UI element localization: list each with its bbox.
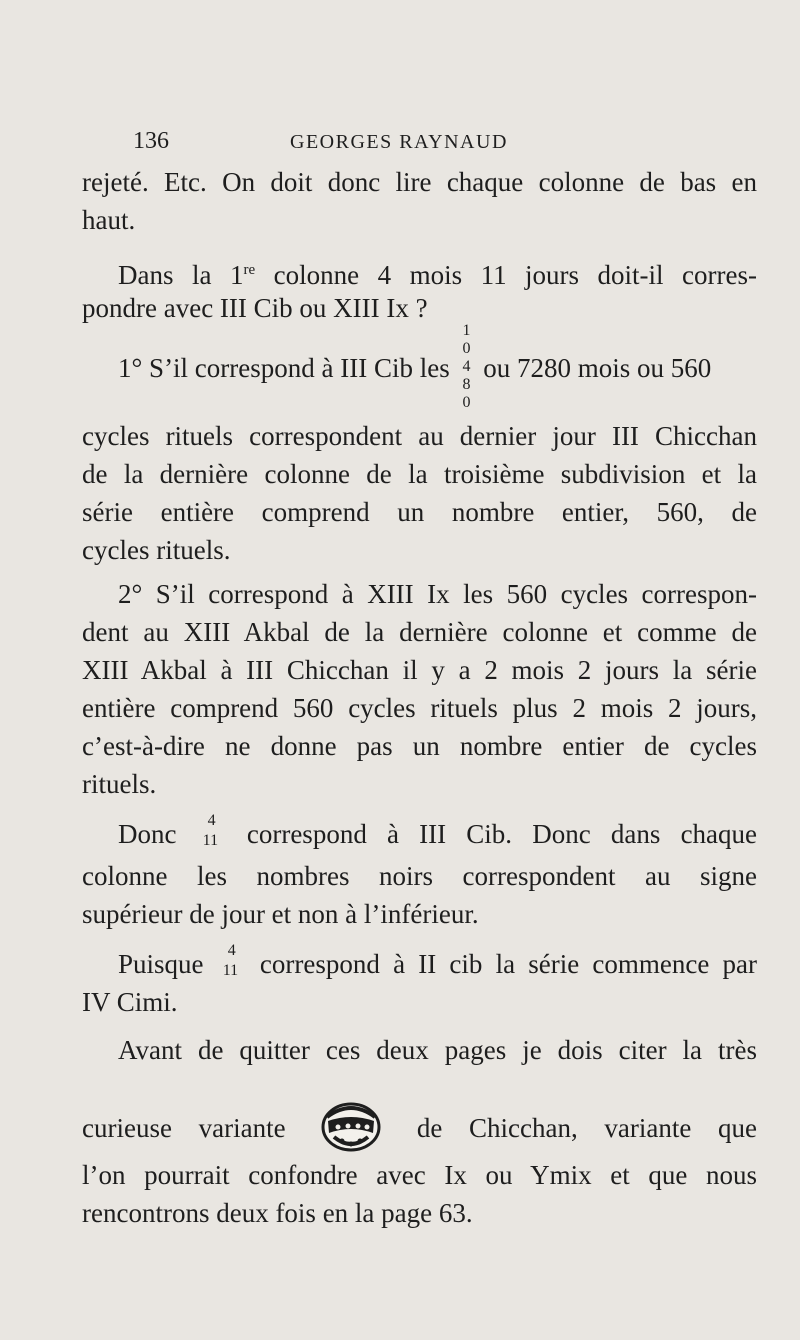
fraction-top: 4: [227, 942, 236, 959]
stack-digit: 4: [462, 357, 471, 375]
text-line: 2° S’il correspond à XIII Ix les 560 cycles correspon-: [118, 579, 757, 609]
page-number: 136: [133, 128, 169, 154]
ordinal-superscript: re: [243, 262, 256, 278]
text-line: colonne les nombres noirs correspondent au signe: [82, 861, 757, 891]
text-fragment: 1° S’il correspond à III Cib les: [118, 353, 450, 383]
fraction-bottom: 11: [202, 832, 219, 849]
text-line-with-stack: [118, 321, 757, 411]
running-head: GEORGES RAYNAUD: [290, 131, 508, 153]
text-fragment: de Chicchan, variante que: [416, 1113, 758, 1144]
page-header: [0, 128, 800, 158]
text-line: Avant de quitter ces deux pages je dois citer la très: [118, 1035, 757, 1065]
text-line: pondre avec III Cib ou XIII Ix ?: [82, 293, 428, 323]
text-fragment: Dans la 1: [118, 260, 244, 290]
text-fragment: correspond à III Cib. Donc dans chaque: [246, 819, 758, 849]
text-fragment: ou 7280 mois ou 560: [483, 353, 712, 383]
vertical-number-stack: [459, 322, 473, 412]
text-line: XIII Akbal à III Chicchan il y a 2 mois 2 jours la série: [82, 655, 757, 685]
text-line: rituels.: [82, 769, 157, 799]
text-line: haut.: [82, 205, 136, 235]
text-line: cycles rituels.: [82, 535, 231, 565]
text-line: cycles rituels correspondent au dernier jour III Chicchan: [82, 421, 757, 451]
text-fragment: curieuse variante: [82, 1113, 286, 1144]
text-line: entière comprend 560 cycles rituels plus 2 mois 2 jours,: [82, 693, 757, 723]
text-fragment: Puisque: [118, 949, 204, 979]
stack-digit: 0: [462, 393, 471, 411]
text-line-with-glyph: [82, 1099, 757, 1163]
maya-day-sign-chicchan-variant-icon: [318, 1099, 384, 1163]
fraction-bottom: 11: [222, 962, 239, 979]
text-line: supérieur de jour et non à l’inférieur.: [82, 899, 479, 929]
text-line-with-fraction: [118, 812, 758, 851]
stack-digit: 8: [462, 375, 471, 393]
text-line: de la dernière colonne de la troisième subdivision et la: [82, 459, 757, 489]
text-fragment: Donc: [118, 819, 177, 849]
text-line: [118, 253, 757, 292]
fraction-top: 4: [207, 812, 216, 829]
stack-digit: 1: [462, 321, 471, 339]
text-line: c’est-à-dire ne donne pas un nombre entier de cycles: [82, 731, 757, 761]
text-fragment: colonne 4 mois 11 jours doit-il corres-: [255, 260, 757, 290]
stack-digit: 0: [462, 339, 471, 357]
text-line: rejeté. Etc. On doit donc lire chaque colonne de bas en: [82, 167, 757, 197]
text-fragment: correspond à II cib la série commence par: [259, 949, 758, 979]
fraction: [201, 812, 223, 849]
text-line: série entière comprend un nombre entier, 560, de: [82, 497, 757, 527]
text-line: rencontrons deux fois en la page 63.: [82, 1198, 473, 1228]
text-line: IV Cimi.: [82, 987, 178, 1017]
text-line-with-fraction: [118, 942, 758, 981]
fraction: [221, 942, 243, 979]
text-line: dent au XIII Akbal de la dernière colonne et comme de: [82, 617, 757, 647]
text-line: l’on pourrait confondre avec Ix ou Ymix et que nous: [82, 1160, 757, 1190]
